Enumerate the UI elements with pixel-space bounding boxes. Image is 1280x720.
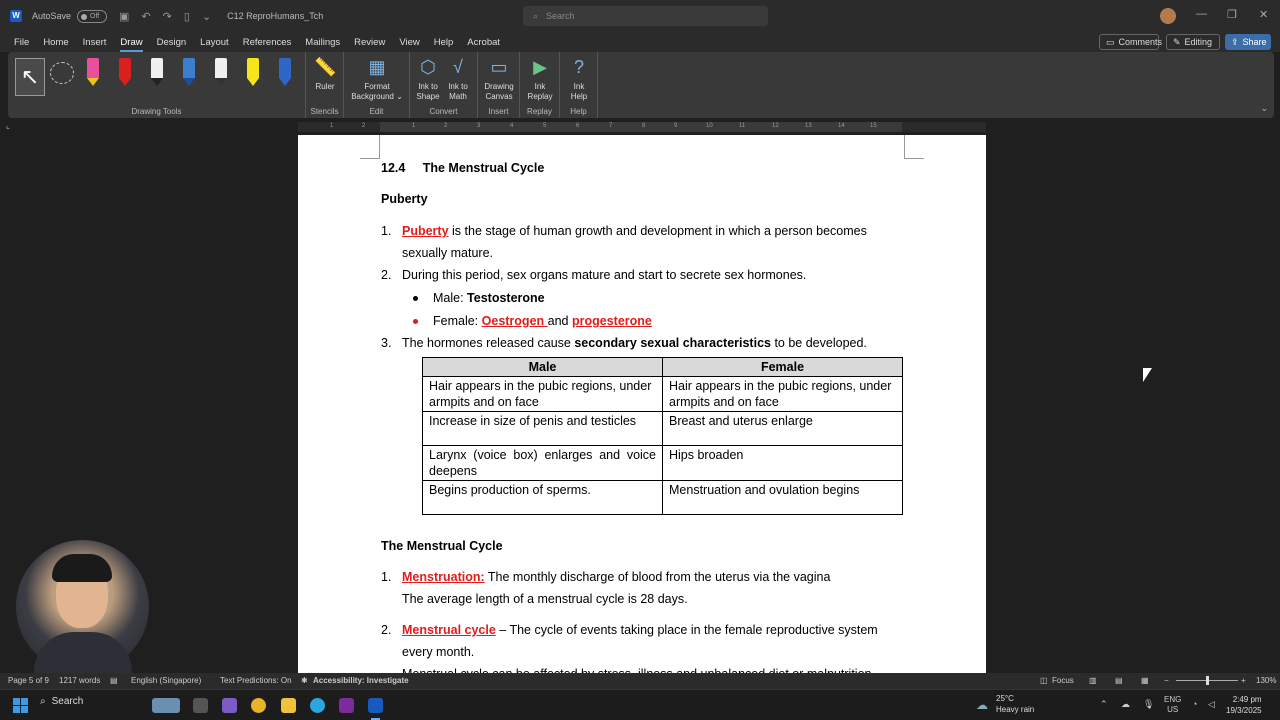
group-label: Help bbox=[570, 107, 587, 116]
volume-icon[interactable]: ◁ bbox=[1208, 699, 1215, 709]
ruler-tick: 9 bbox=[674, 123, 678, 129]
onenote-icon[interactable] bbox=[339, 698, 354, 713]
format-bg-label-1: Format bbox=[364, 82, 390, 91]
windows-start-icon[interactable] bbox=[13, 698, 28, 713]
tab-stop-icon[interactable]: ⌞ bbox=[6, 121, 10, 130]
help-label-1: Ink bbox=[573, 82, 585, 91]
telegram-icon[interactable] bbox=[310, 698, 325, 713]
autosave-label: AutoSave bbox=[32, 11, 72, 21]
term-puberty: Puberty bbox=[402, 224, 449, 238]
help-icon: ? bbox=[573, 57, 584, 77]
search-icon: ⌕ bbox=[40, 696, 46, 707]
tab-draw[interactable]: Draw bbox=[120, 36, 143, 48]
crop-mark bbox=[360, 135, 380, 159]
zoom-in-icon[interactable]: + bbox=[1241, 676, 1246, 685]
table-cell: Hair appears in the pubic regions, under armpits and on face bbox=[423, 377, 663, 412]
horizontal-ruler[interactable] bbox=[298, 122, 986, 132]
p3-line bbox=[402, 336, 867, 350]
table-cell: Increase in size of penis and testicles bbox=[423, 412, 663, 446]
tab-layout[interactable]: Layout bbox=[200, 36, 229, 48]
p1-line bbox=[402, 224, 867, 238]
table-row bbox=[423, 377, 903, 412]
m1-text: The monthly discharge of blood from the uterus via the vagina bbox=[484, 570, 831, 584]
customize-qat-icon[interactable]: ⌄ bbox=[201, 10, 212, 23]
table-row bbox=[423, 481, 903, 515]
puberty-heading: Puberty bbox=[381, 192, 428, 206]
ruler-tick: 1 bbox=[412, 123, 416, 129]
ruler-tick: 14 bbox=[838, 123, 845, 129]
table-header-row bbox=[423, 358, 903, 377]
group-help bbox=[560, 52, 598, 118]
draw-ribbon bbox=[8, 52, 1274, 118]
group-convert bbox=[410, 52, 478, 118]
highlighter-yellow[interactable] bbox=[246, 58, 260, 88]
term-oestrogen: Oestrogen bbox=[481, 314, 548, 328]
ruler-label: Ruler bbox=[315, 82, 335, 91]
m2-text: – The cycle of events taking place in the female reproductive system bbox=[495, 623, 878, 637]
lang-code: ENG bbox=[1164, 695, 1182, 704]
ruler-button[interactable] bbox=[310, 56, 340, 92]
zoom-slider-thumb[interactable] bbox=[1206, 676, 1209, 685]
tab-view[interactable]: View bbox=[399, 36, 420, 48]
section-number: 12.4 bbox=[381, 161, 406, 175]
bullet-female bbox=[433, 314, 652, 328]
pencil-gray[interactable] bbox=[214, 58, 228, 88]
share-label: Share bbox=[1242, 37, 1267, 47]
tab-review[interactable]: Review bbox=[354, 36, 386, 48]
weather-widget[interactable] bbox=[996, 693, 1034, 715]
webcam-person-hair bbox=[52, 554, 112, 582]
pen-black[interactable] bbox=[150, 58, 164, 88]
lasso-select-icon[interactable] bbox=[50, 62, 74, 84]
group-edit bbox=[344, 52, 410, 118]
m1-continuation: The average length of a menstrual cycle is 28 days. bbox=[402, 592, 688, 606]
text-predictions[interactable]: Text Predictions: On bbox=[220, 676, 292, 685]
select-pointer-icon[interactable]: ↖ bbox=[15, 58, 45, 96]
ruler-tick: 12 bbox=[772, 123, 779, 129]
ruler-tick: 2 bbox=[444, 123, 448, 129]
section-heading bbox=[381, 161, 544, 175]
group-label: Edit bbox=[369, 107, 384, 116]
word-count[interactable]: 1217 words bbox=[59, 676, 101, 685]
crop-mark bbox=[904, 135, 924, 159]
p2-number: 2. bbox=[381, 268, 392, 282]
ink-to-shape-button[interactable] bbox=[414, 56, 442, 102]
background-grid-icon: ▦ bbox=[368, 57, 386, 77]
input-language[interactable] bbox=[1164, 695, 1181, 715]
ruler-tick: 8 bbox=[642, 123, 646, 129]
canvas-label-2: Canvas bbox=[485, 92, 513, 101]
weather-description: Heavy rain bbox=[996, 705, 1035, 714]
taskbar-search[interactable] bbox=[40, 696, 83, 707]
p1-continuation: sexually mature. bbox=[402, 246, 494, 260]
section-title: The Menstrual Cycle bbox=[422, 161, 545, 175]
word-taskbar-icon[interactable] bbox=[368, 698, 383, 713]
m1-line bbox=[402, 570, 830, 584]
undo-icon[interactable]: ↶ bbox=[141, 10, 151, 23]
table-header-female: Female bbox=[663, 358, 903, 377]
zoom-out-icon[interactable]: − bbox=[1164, 676, 1169, 685]
drawing-canvas-button[interactable] bbox=[481, 56, 517, 102]
term-progesterone: progesterone bbox=[571, 314, 652, 328]
group-label: Stencils bbox=[310, 107, 339, 116]
ruler-tick: 13 bbox=[805, 123, 812, 129]
table-cell: Larynx (voice box) enlarges and voice deepens bbox=[423, 446, 663, 481]
bullet-dot bbox=[413, 296, 418, 301]
file-explorer-icon[interactable] bbox=[281, 698, 296, 713]
ink-math-label-1: Ink to bbox=[448, 82, 468, 91]
ink-replay-button[interactable] bbox=[524, 56, 556, 102]
ruler-tick: 6 bbox=[576, 123, 580, 129]
system-clock[interactable] bbox=[1226, 694, 1262, 716]
mouse-cursor-icon bbox=[1143, 368, 1152, 382]
share-button[interactable] bbox=[1225, 34, 1271, 50]
print-layout-icon[interactable]: ▤ bbox=[1115, 676, 1123, 685]
taskbar-search-label: Search bbox=[51, 696, 84, 707]
ink-shape-label-2: Shape bbox=[416, 92, 440, 101]
document-title[interactable]: C12 ReproHumans_Tch bbox=[227, 11, 324, 21]
language-indicator[interactable]: English (Singapore) bbox=[131, 676, 202, 685]
zoom-level[interactable]: 130% bbox=[1256, 676, 1277, 685]
focus-mode[interactable]: Focus bbox=[1052, 676, 1074, 685]
comments-icon: ▭ bbox=[1106, 36, 1115, 47]
m2-number: 2. bbox=[381, 623, 392, 637]
table-cell: Breast and uterus enlarge bbox=[663, 412, 903, 446]
weather-temperature: 25°C bbox=[996, 694, 1014, 703]
comments-button[interactable] bbox=[1099, 34, 1163, 50]
group-label: Drawing Tools bbox=[131, 107, 182, 116]
status-bar bbox=[0, 673, 1280, 689]
table-row bbox=[423, 446, 903, 481]
pen-red[interactable] bbox=[118, 58, 132, 88]
ruler-tick: 1 bbox=[330, 123, 334, 129]
accessibility-icon: ✱ bbox=[301, 676, 308, 685]
group-stencils bbox=[306, 52, 344, 118]
m2-line bbox=[402, 623, 878, 637]
close-button[interactable]: ✕ bbox=[1259, 9, 1269, 21]
help-label-2: Help bbox=[570, 92, 588, 101]
pen-blue-sparkle[interactable] bbox=[278, 58, 292, 88]
touch-mode-icon[interactable]: ▯ bbox=[183, 10, 190, 23]
search-highlight-icon[interactable] bbox=[152, 698, 180, 713]
format-bg-label-2: Background ⌄ bbox=[351, 92, 403, 101]
menstrual-cycle-heading: The Menstrual Cycle bbox=[381, 539, 503, 553]
ink-shape-label-1: Ink to bbox=[418, 82, 438, 91]
clock-time: 2:49 pm bbox=[1232, 695, 1262, 704]
read-mode-icon[interactable]: ▥ bbox=[1089, 676, 1097, 685]
ruler-tick: 5 bbox=[543, 123, 547, 129]
pen-galaxy[interactable] bbox=[182, 58, 196, 88]
save-icon[interactable]: ▣ bbox=[119, 10, 130, 23]
tab-home[interactable]: Home bbox=[43, 36, 69, 48]
ink-help-button[interactable] bbox=[564, 56, 594, 102]
proofing-icon[interactable]: ▤ bbox=[110, 676, 118, 685]
group-label: Insert bbox=[488, 107, 509, 116]
ruler-tick: 11 bbox=[739, 123, 746, 129]
ruler-tick: 15 bbox=[870, 123, 877, 129]
wifi-icon[interactable]: ◔ bbox=[1192, 699, 1198, 709]
collapse-ribbon-icon[interactable]: ⌄ bbox=[1260, 103, 1268, 113]
tab-acrobat[interactable]: Acrobat bbox=[467, 36, 501, 48]
tab-mailings[interactable]: Mailings bbox=[305, 36, 341, 48]
tab-file[interactable]: File bbox=[14, 36, 30, 48]
clock-date: 19/3/2025 bbox=[1226, 706, 1262, 715]
autosave-toggle[interactable]: Off bbox=[77, 10, 107, 23]
lang-region: US bbox=[1167, 705, 1179, 714]
bullet-dot bbox=[413, 319, 418, 324]
term-menstruation: Menstruation: bbox=[402, 570, 485, 584]
group-label: Replay bbox=[527, 107, 552, 116]
search-placeholder: Search bbox=[546, 11, 575, 21]
word-app-icon: W bbox=[10, 10, 22, 22]
characteristics-table bbox=[422, 357, 903, 515]
bullet-male bbox=[433, 291, 545, 305]
pen-highlighter-pink[interactable] bbox=[86, 58, 100, 88]
restore-button[interactable]: ❐ bbox=[1227, 9, 1237, 21]
ruler-text-area bbox=[380, 122, 902, 132]
redo-icon[interactable]: ↷ bbox=[162, 10, 172, 23]
replay-icon: ▶ bbox=[533, 57, 547, 77]
group-label: Convert bbox=[429, 107, 458, 116]
ink-to-math-button[interactable] bbox=[444, 56, 472, 102]
search-box[interactable] bbox=[523, 6, 768, 26]
group-drawing-tools bbox=[8, 52, 306, 118]
weather-rain-icon: ☁ bbox=[976, 698, 988, 712]
male-hormone: Testosterone bbox=[467, 291, 545, 305]
task-view-icon[interactable] bbox=[193, 698, 208, 713]
ruler-tick: 3 bbox=[477, 123, 481, 129]
tab-references[interactable]: References bbox=[242, 36, 292, 48]
minimize-button[interactable]: — bbox=[1196, 8, 1207, 20]
ruler-tick: 10 bbox=[706, 123, 713, 129]
windows-taskbar bbox=[0, 689, 1280, 720]
male-label: Male: bbox=[433, 291, 468, 305]
web-layout-icon[interactable]: ▦ bbox=[1141, 676, 1149, 685]
canvas-label-1: Drawing bbox=[484, 82, 514, 91]
ink-to-shape-icon: ⬡ bbox=[420, 57, 436, 77]
replay-label-1: Ink bbox=[534, 82, 546, 91]
p1-text: is the stage of human growth and development in which a person becomes bbox=[448, 224, 867, 238]
chrome-icon[interactable] bbox=[251, 698, 266, 713]
female-and: and bbox=[547, 314, 572, 328]
ruler-icon: 📏 bbox=[314, 57, 337, 77]
table-cell: Hair appears in the pubic regions, under armpits and on face bbox=[663, 377, 903, 412]
microphone-icon[interactable]: 🎙 bbox=[1143, 699, 1155, 709]
comments-label: Comments bbox=[1118, 37, 1163, 47]
p2-text: During this period, sex organs mature and start to secrete sex hormones. bbox=[402, 268, 807, 282]
document-page[interactable] bbox=[298, 135, 986, 673]
table-cell: Hips broaden bbox=[663, 446, 903, 481]
table-row bbox=[423, 412, 903, 446]
ink-to-math-icon: √ bbox=[453, 57, 463, 77]
p3-bold: secondary sexual characteristics bbox=[574, 336, 771, 350]
p3-post: to be developed. bbox=[770, 336, 867, 350]
group-replay bbox=[520, 52, 560, 118]
accessibility-status[interactable]: Accessibility: Investigate bbox=[313, 676, 409, 685]
webcam-overlay bbox=[16, 540, 149, 673]
female-label: Female: bbox=[433, 314, 482, 328]
share-icon: ⇪ bbox=[1231, 36, 1239, 47]
focus-icon: ◫ bbox=[1040, 676, 1048, 685]
p3-pre: The hormones released cause bbox=[402, 336, 575, 350]
m2-continuation: every month. bbox=[402, 645, 475, 659]
format-background-button[interactable] bbox=[348, 56, 406, 102]
ruler-tick: 7 bbox=[609, 123, 613, 129]
tab-help[interactable]: Help bbox=[433, 36, 454, 48]
replay-label-2: Replay bbox=[527, 92, 553, 101]
ruler-tick: 2 bbox=[362, 123, 366, 129]
tab-insert[interactable]: Insert bbox=[82, 36, 107, 48]
search-icon: ⌕ bbox=[533, 10, 539, 21]
editing-label: Editing bbox=[1184, 37, 1213, 47]
p3-number: 3. bbox=[381, 336, 392, 350]
drawing-canvas-icon: ▭ bbox=[490, 57, 508, 77]
show-hidden-icons[interactable]: ⌃ bbox=[1100, 699, 1108, 709]
term-menstrual-cycle: Menstrual cycle bbox=[402, 623, 496, 637]
editing-mode-button[interactable] bbox=[1166, 34, 1220, 50]
group-insert bbox=[478, 52, 520, 118]
ribbon-tabs bbox=[0, 32, 1280, 52]
ink-math-label-2: Math bbox=[449, 92, 467, 101]
account-avatar[interactable] bbox=[1160, 8, 1176, 24]
onedrive-icon[interactable]: ☁ bbox=[1121, 699, 1130, 709]
copilot-icon[interactable] bbox=[222, 698, 237, 713]
table-cell: Begins production of sperms. bbox=[423, 481, 663, 515]
m1-number: 1. bbox=[381, 570, 392, 584]
ruler-tick: 4 bbox=[510, 123, 514, 129]
p1-number: 1. bbox=[381, 224, 392, 238]
table-header-male: Male bbox=[423, 358, 663, 377]
tab-design[interactable]: Design bbox=[156, 36, 187, 48]
page-count[interactable]: Page 5 of 9 bbox=[8, 676, 49, 685]
table-cell: Menstruation and ovulation begins bbox=[663, 481, 903, 515]
pencil-icon: ✎ bbox=[1173, 36, 1181, 47]
